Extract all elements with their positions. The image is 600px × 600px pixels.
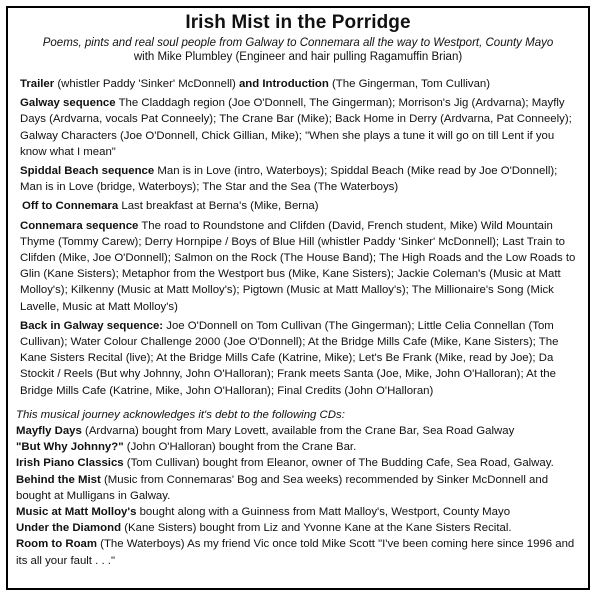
cd-text: bought along with a Guinness from Matt Malloy's, Westport, County Mayo <box>136 506 511 519</box>
section-text: The Claddagh region (Joe O'Donnell, The Gingerman); Morrison's Jig (Ardvarna); Mayfly Days (Ardvarna, vocals Pat Conneely); The Crane Bar (Mike); Back Home in Derry (Ardvarna, Pat Conneely); Galway Characters (Joe O'Donnell, Chick Gillian, Mike); "When she plays a tune it will go on till Lent if you know what I mean" <box>20 97 572 158</box>
cd-title: Mayfly Days <box>16 425 82 438</box>
page-credit: with Mike Plumbley (Engineer and hair pulling Ragamuffin Brian) <box>133 51 463 63</box>
section-heading: Spiddal Beach sequence <box>20 165 155 178</box>
section-text: Joe O'Donnell on Tom Cullivan (The Gingerman); Little Celia Connellan (Tom Cullivan); Water Colour Challenge 2000 (Joe O'Donnell); At the Bridge Mills Cafe (Mike, Kane Sisters); The Kane Sisters Recital (live); At the Bridge Mills Cafe (Katrine, Mike); Let's Be Frank (Mike, read by Joe); Da Stockit / Reels (But why Johnny, John O'Halloran); Frank meets Santa (Joe, Mike, John O'Halloran); At the Bridge Mills Cafe (Katrine, Mike, John O'Halloran); Final Credits (John O'Halloran) <box>20 319 559 397</box>
section-off-to-connemara <box>20 198 578 214</box>
cd-text: (Tom Cullivan) bought from Eleanor, owner of The Budding Cafe, Sea Road, Galway. <box>123 457 554 470</box>
section-heading: Off to Connemara <box>22 200 119 213</box>
section-connemara <box>20 218 578 315</box>
cd-item <box>16 472 578 504</box>
section-text: The road to Roundstone and Clifden (David, French student, Mike) Wild Mountain Thyme (Tommy Carew); Derry Hornpipe / Boys of Blue Hill (whistler Paddy 'Sinker' McDonnell); Last Train to Clifden (Mike, Joe O'Donnell); Salmon on the Rock (The House Band); The High Roads and the Low Roads to Glin (Kane Sisters); Metaphor from the Westport bus (Mike, Kane Sisters); Jackie Coleman's (Music at Matt Molloy's); Kilkenny (Music at Matt Molloy's); Pigtown (Music at Matt Malloy's); The Millionaire's Song (Mick Lavelle, Music at Matt Molloy's) <box>20 219 576 313</box>
cd-title: Irish Piano Classics <box>16 457 124 470</box>
section-heading: Trailer <box>20 78 55 90</box>
cd-title: Under the Diamond <box>16 522 122 535</box>
section-galway <box>20 95 578 160</box>
section-spiddal <box>20 163 578 195</box>
cd-intro: This musical journey acknowledges it's debt to the following CDs: <box>16 408 345 421</box>
cd-text: (The Waterboys) As my friend Vic once told Mike Scott "I've been coming here since 1996 and its all your fault . . ." <box>16 538 575 567</box>
cd-title: Room to Roam <box>16 538 97 551</box>
cd-acknowledgements <box>8 407 588 569</box>
section-text: Man is in Love (intro, Waterboys); Spiddal Beach (Mike read by Joe O'Donnell); Man is in Love (bridge, Waterboys); The Star and the Sea (The Waterboys) <box>20 165 558 194</box>
programme-content <box>8 76 588 399</box>
cd-item <box>16 536 578 568</box>
page-title: Irish Mist in the Porridge <box>185 12 411 33</box>
cd-title: Music at Matt Molloy's <box>16 506 137 519</box>
cd-text: (Kane Sisters) bought from Liz and Yvonne Kane at the Kane Sisters Recital. <box>121 522 512 535</box>
section-heading-2: and Introduction <box>238 78 329 90</box>
cd-item <box>16 439 578 455</box>
section-text-2: (The Gingerman, Tom Cullivan) <box>328 78 491 90</box>
header <box>8 12 588 63</box>
cd-text: (John O'Halloran) bought from the Crane Bar. <box>123 441 357 454</box>
cd-item <box>16 423 578 439</box>
section-text: (whistler Paddy 'Sinker' McDonnell) <box>54 78 239 90</box>
page-subtitle: Poems, pints and real soul people from Galway to Connemara all the way to Westport, County Mayo <box>42 37 554 49</box>
section-back-in-galway <box>20 318 578 399</box>
section-text: Last breakfast at Berna's (Mike, Berna) <box>118 200 319 213</box>
cd-title: Behind the Mist <box>16 473 101 486</box>
section-heading: Connemara sequence <box>20 219 139 232</box>
document-frame <box>6 6 590 590</box>
cd-item <box>16 455 578 471</box>
section-heading: Back in Galway sequence: <box>20 319 164 332</box>
cd-item <box>16 520 578 536</box>
cd-title: "But Why Johnny?" <box>16 441 124 454</box>
cd-text: (Ardvarna) bought from Mary Lovett, available from the Crane Bar, Sea Road Galway <box>81 425 515 438</box>
cd-item <box>16 504 578 520</box>
section-heading: Galway sequence <box>20 97 116 110</box>
section-trailer <box>20 76 578 92</box>
cd-text: (Music from Connemaras' Bog and Sea weeks) recommended by Sinker McDonnell and bought at Mulligans in Galway. <box>16 473 549 502</box>
